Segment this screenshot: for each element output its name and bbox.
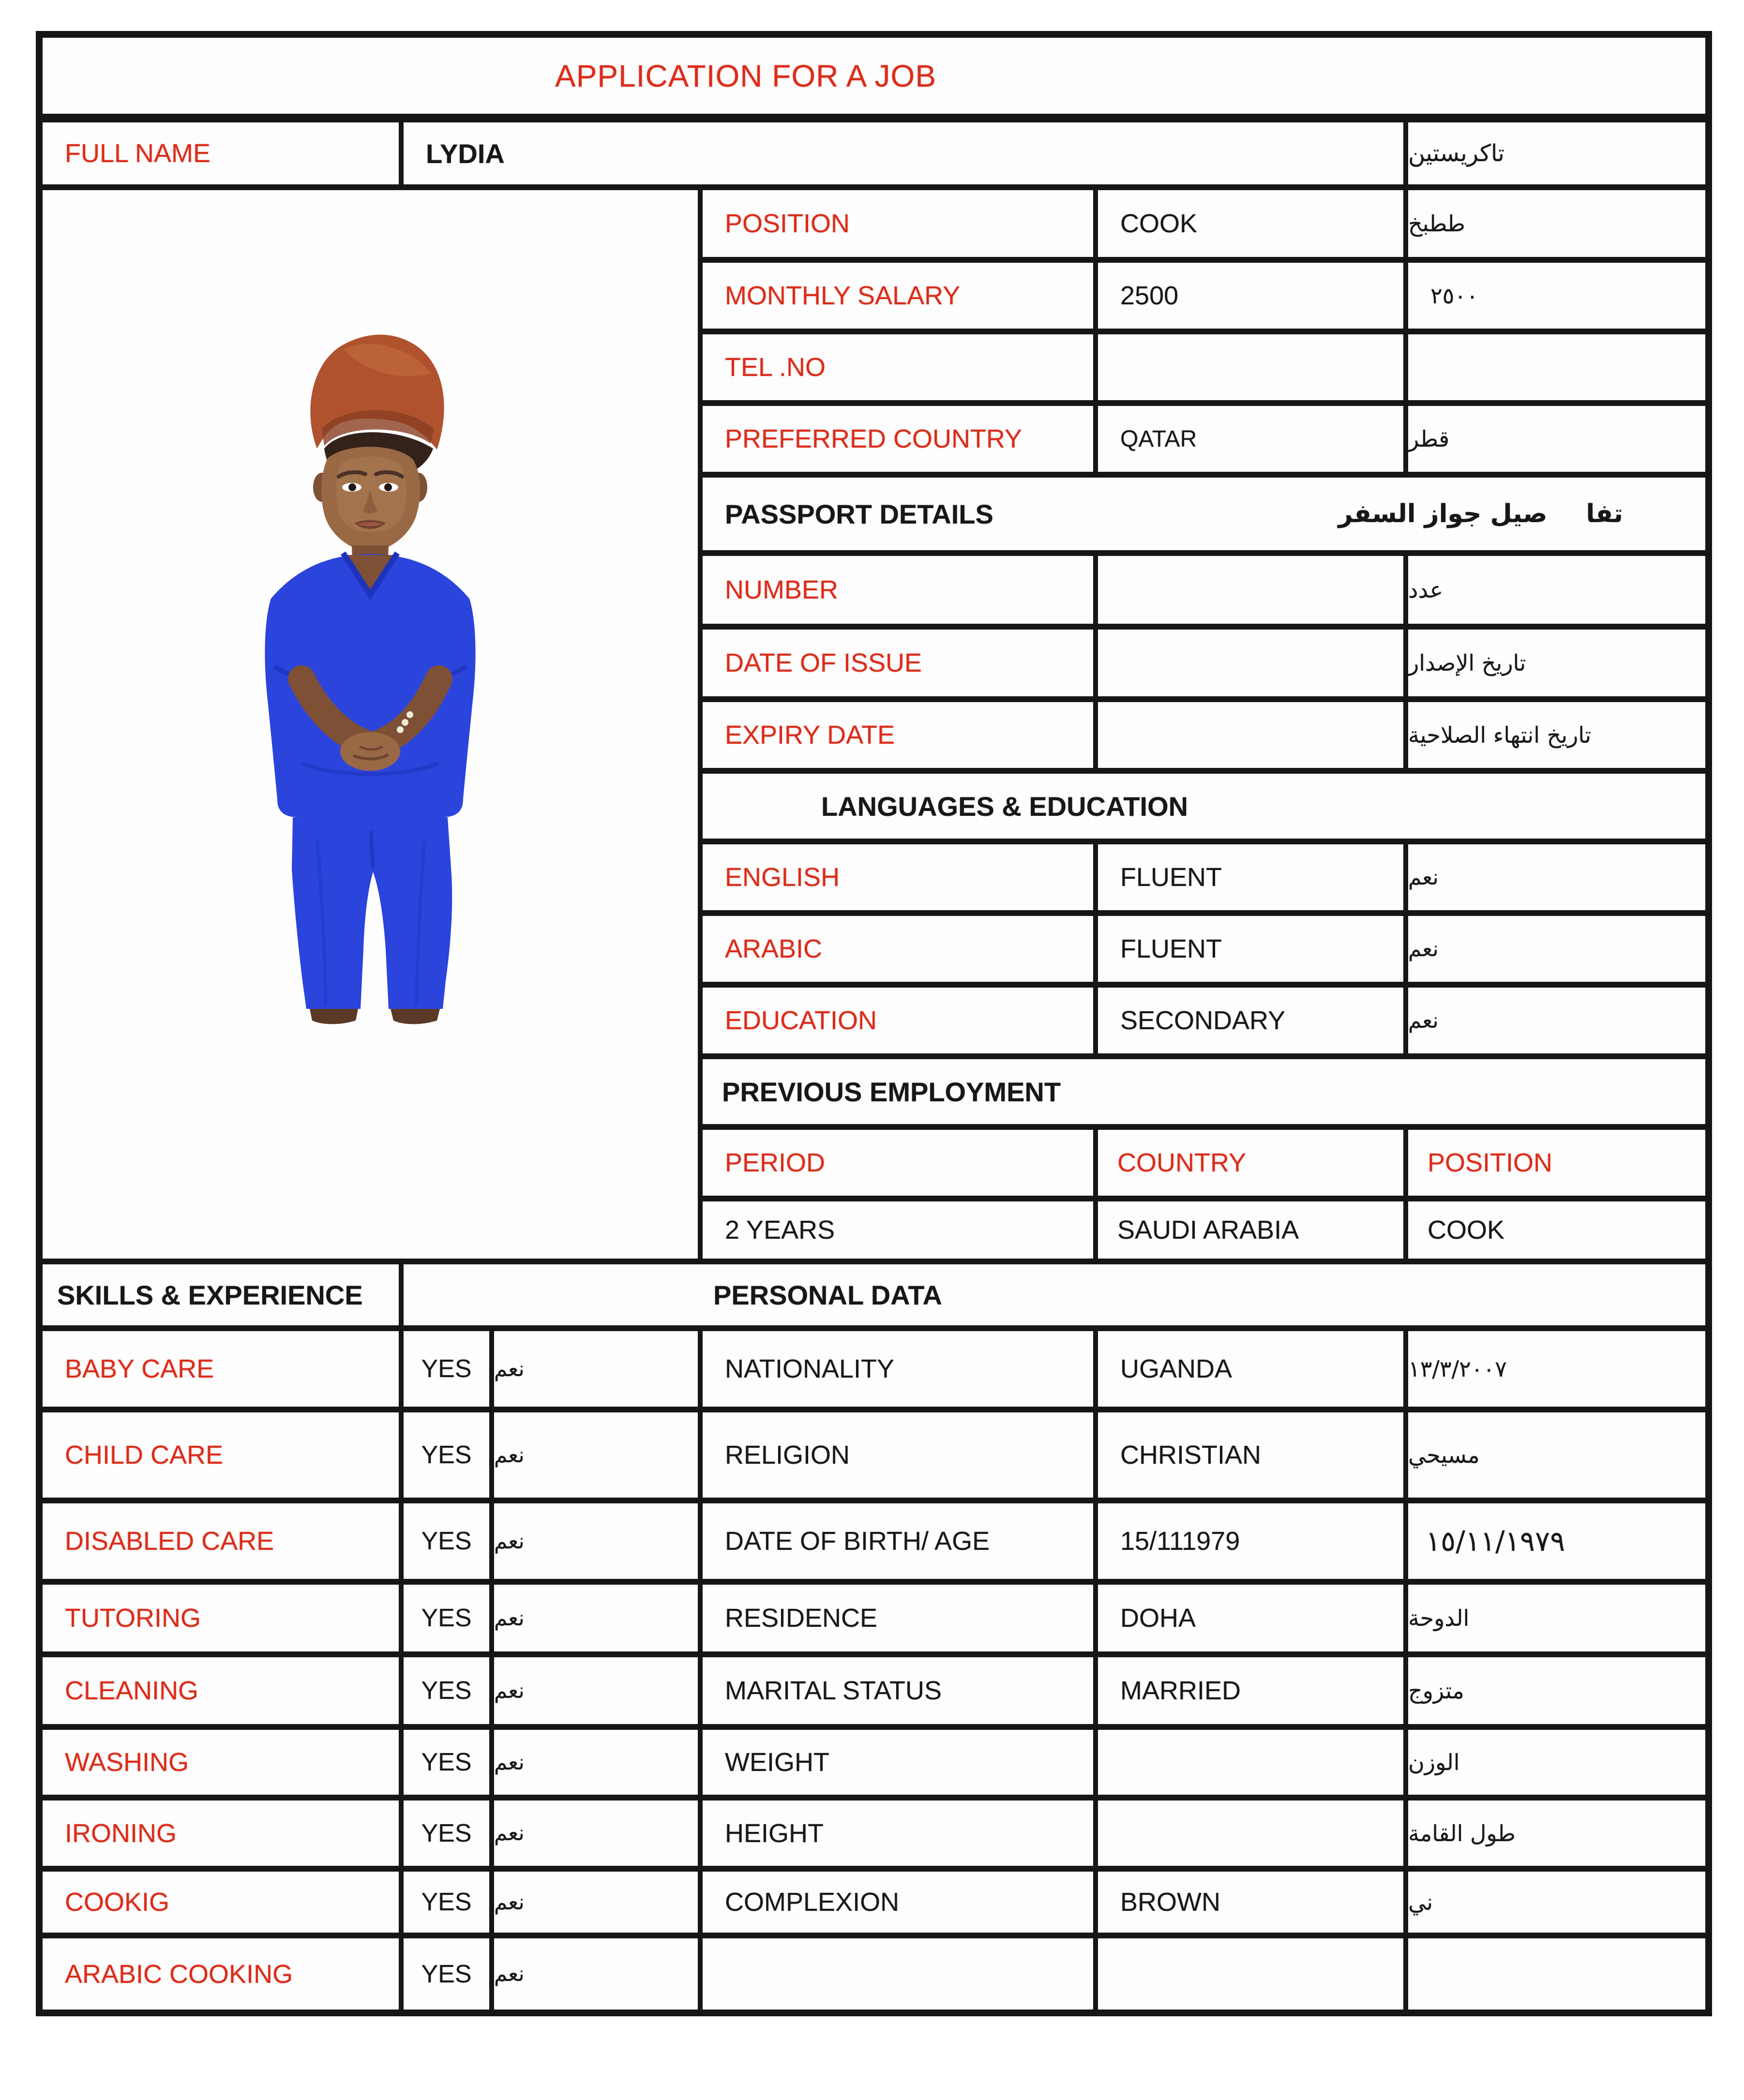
field-arabic-english: نعم (1408, 844, 1705, 916)
field-arabic-monthly-salary: ٢٥٠٠ (1408, 263, 1705, 334)
personal-arabic-religion: مسيحي (1408, 1412, 1705, 1503)
personal-label-height: HEIGHT (703, 1800, 1098, 1872)
skill-label-child-care: CHILD CARE (43, 1412, 404, 1503)
skill-arabic-child-care: نعم (494, 1412, 703, 1503)
field-arabic-education: نعم (1408, 988, 1705, 1059)
personal-label-nationality: NATIONALITY (703, 1331, 1098, 1412)
applicant-photo (43, 190, 703, 1264)
personal-label-weight: WEIGHT (703, 1730, 1098, 1800)
field-arabic-passport-number: عدد (1408, 556, 1705, 630)
section-header-passport-details (703, 478, 1705, 556)
skill-arabic-disabled-care: نعم (494, 1503, 703, 1585)
field-arabic-tel-no (1408, 334, 1705, 406)
skill-arabic-washing: نعم (494, 1730, 703, 1800)
field-value-date-of-issue (1098, 630, 1408, 702)
personal-value-height (1098, 1800, 1408, 1872)
field-label-full-name: FULL NAME (43, 122, 404, 190)
skill-arabic-cookig: نعم (494, 1872, 703, 1938)
field-arabic-full-name: تاكريستين (1408, 122, 1705, 190)
skill-label-ironing: IRONING (43, 1800, 404, 1872)
field-arabic-position: ططبخ (1408, 190, 1705, 263)
passport-header-label: PASSPORT DETAILS (725, 498, 993, 529)
personal-label-empty (703, 1938, 1098, 2010)
skill-answer-disabled-care: YES (404, 1503, 494, 1585)
personal-arabic-marital-status: متزوج (1408, 1657, 1705, 1730)
personal-arabic-empty (1408, 1938, 1705, 2010)
field-arabic-date-of-issue: تاريخ الإصدار (1408, 630, 1705, 702)
field-value-tel-no (1098, 334, 1408, 406)
employment-value-period: 2 YEARS (703, 1201, 1098, 1264)
applicant-photo-illustration (244, 328, 496, 1029)
skill-label-tutoring: TUTORING (43, 1585, 404, 1657)
personal-label-complexion: COMPLEXION (703, 1872, 1098, 1938)
skill-arabic-baby-care: نعم (494, 1331, 703, 1412)
column-header-period: PERIOD (703, 1130, 1098, 1201)
field-arabic-expiry-date: تاريخ انتهاء الصلاحية (1408, 702, 1705, 774)
field-label-preferred-country: PREFERRED COUNTRY (703, 406, 1098, 478)
skill-arabic-arabic-cooking: نعم (494, 1938, 703, 2010)
field-value-full-name: LYDIA (404, 122, 1408, 190)
field-label-arabic: ARABIC (703, 916, 1098, 988)
skill-answer-cookig: YES (404, 1872, 494, 1938)
personal-value-complexion: BROWN (1098, 1872, 1408, 1938)
field-value-education: SECONDARY (1098, 988, 1408, 1059)
field-value-passport-number (1098, 556, 1408, 630)
personal-label-date-of-birth: DATE OF BIRTH/ AGE (703, 1503, 1098, 1585)
skill-label-disabled-care: DISABLED CARE (43, 1503, 404, 1585)
section-header-personal-data: PERSONAL DATA (404, 1264, 1705, 1331)
personal-arabic-height: طول القامة (1408, 1800, 1705, 1872)
personal-value-weight (1098, 1730, 1408, 1800)
skill-label-arabic-cooking: ARABIC COOKING (43, 1938, 404, 2010)
application-table (36, 31, 1712, 2016)
field-value-expiry-date (1098, 702, 1408, 774)
field-value-position: COOK (1098, 190, 1408, 263)
field-label-date-of-issue: DATE OF ISSUE (703, 630, 1098, 702)
passport-header-arabic: تفاصيل جواز السفر (1338, 499, 1623, 528)
skill-arabic-cleaning: نعم (494, 1657, 703, 1730)
personal-arabic-residence: الدوحة (1408, 1585, 1705, 1657)
personal-arabic-weight: الوزن (1408, 1730, 1705, 1800)
skill-answer-child-care: YES (404, 1412, 494, 1503)
field-value-arabic: FLUENT (1098, 916, 1408, 988)
field-value-monthly-salary: 2500 (1098, 263, 1408, 334)
skill-arabic-tutoring: نعم (494, 1585, 703, 1657)
personal-arabic-date-of-birth: ١٥/١١/١٩٧٩ (1408, 1503, 1705, 1585)
personal-label-marital-status: MARITAL STATUS (703, 1657, 1098, 1730)
field-arabic-preferred-country: قطر (1408, 406, 1705, 478)
form-title: APPLICATION FOR A JOB (43, 38, 1705, 122)
personal-label-religion: RELIGION (703, 1412, 1098, 1503)
personal-arabic-complexion: ني (1408, 1872, 1705, 1938)
field-label-tel-no: TEL .NO (703, 334, 1098, 406)
skill-label-baby-care: BABY CARE (43, 1331, 404, 1412)
field-value-preferred-country: QATAR (1098, 406, 1408, 478)
column-header-country: COUNTRY (1098, 1130, 1408, 1201)
skill-label-cookig: COOKIG (43, 1872, 404, 1938)
skill-label-washing: WASHING (43, 1730, 404, 1800)
personal-value-religion: CHRISTIAN (1098, 1412, 1408, 1503)
employment-value-position: COOK (1408, 1201, 1705, 1264)
skill-answer-cleaning: YES (404, 1657, 494, 1730)
field-label-monthly-salary: MONTHLY SALARY (703, 263, 1098, 334)
column-header-position: POSITION (1408, 1130, 1705, 1201)
field-label-position: POSITION (703, 190, 1098, 263)
personal-value-residence: DOHA (1098, 1585, 1408, 1657)
field-label-passport-number: NUMBER (703, 556, 1098, 630)
skill-answer-arabic-cooking: YES (404, 1938, 494, 2010)
field-arabic-arabic: نعم (1408, 916, 1705, 988)
field-value-english: FLUENT (1098, 844, 1408, 916)
personal-value-nationality: UGANDA (1098, 1331, 1408, 1412)
field-label-english: ENGLISH (703, 844, 1098, 916)
skill-arabic-ironing: نعم (494, 1800, 703, 1872)
skill-answer-baby-care: YES (404, 1331, 494, 1412)
section-header-skills-experience: SKILLS & EXPERIENCE (43, 1264, 404, 1331)
skill-answer-washing: YES (404, 1730, 494, 1800)
personal-value-empty (1098, 1938, 1408, 2010)
personal-label-residence: RESIDENCE (703, 1585, 1098, 1657)
section-header-languages-education: LANGUAGES & EDUCATION (703, 774, 1705, 844)
field-label-education: EDUCATION (703, 988, 1098, 1059)
skill-label-cleaning: CLEANING (43, 1657, 404, 1730)
field-label-expiry-date: EXPIRY DATE (703, 702, 1098, 774)
personal-arabic-nationality: ١٣/٣/٢٠٠٧ (1408, 1331, 1705, 1412)
personal-value-date-of-birth: 15/111979 (1098, 1503, 1408, 1585)
skill-answer-tutoring: YES (404, 1585, 494, 1657)
skill-answer-ironing: YES (404, 1800, 494, 1872)
employment-value-country: SAUDI ARABIA (1098, 1201, 1408, 1264)
section-header-previous-employment: PREVIOUS EMPLOYMENT (703, 1059, 1705, 1130)
personal-value-marital-status: MARRIED (1098, 1657, 1408, 1730)
